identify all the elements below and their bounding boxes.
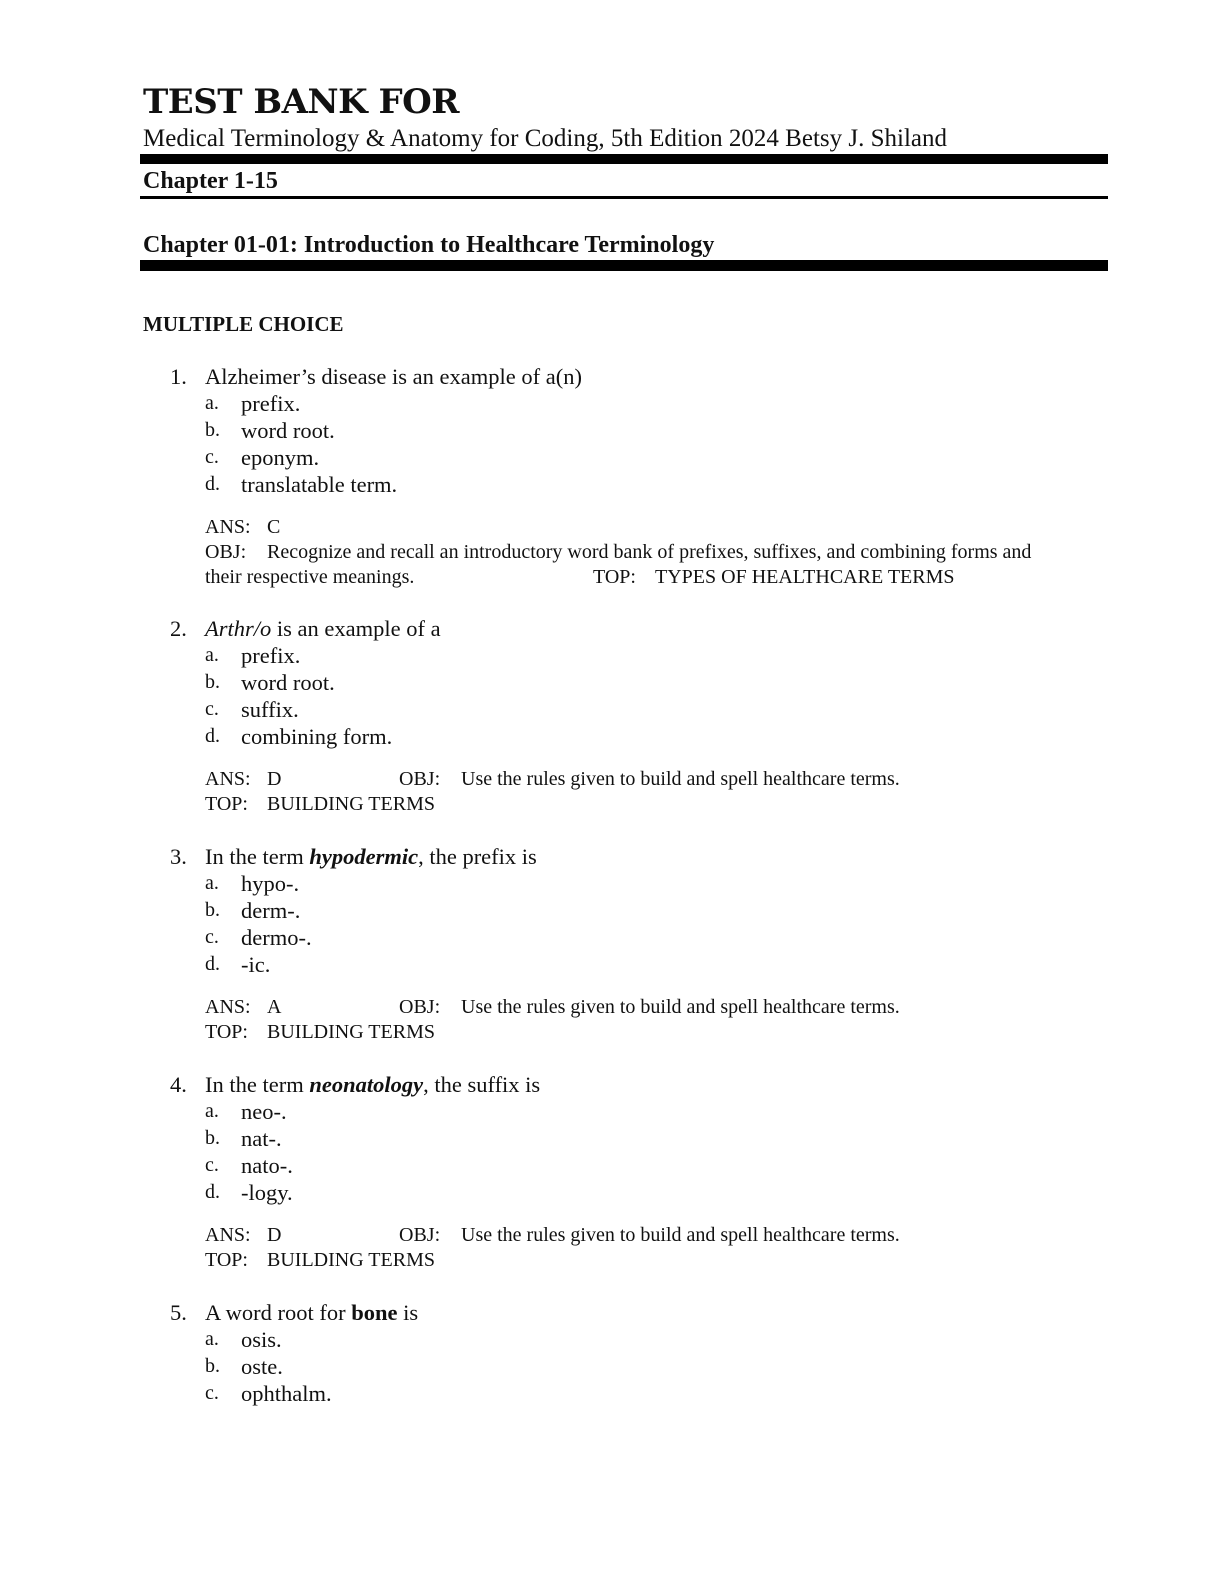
answer-value: C <box>267 516 281 538</box>
question-1 <box>170 363 1120 498</box>
option-text: translatable term. <box>241 472 398 497</box>
option-text: hypo-. <box>241 871 300 896</box>
option-letter: a. <box>205 1100 219 1122</box>
answer-line <box>205 515 1125 540</box>
stem-text: In the term <box>205 1072 310 1097</box>
document-subtitle: Medical Terminology & Anatomy for Coding, 5th Edition 2024 Betsy J. Shiland <box>143 125 947 152</box>
question-stem <box>170 843 1120 870</box>
option-letter: c. <box>205 446 219 468</box>
option-letter: b. <box>205 1355 220 1377</box>
option-letter: d. <box>205 473 220 495</box>
question-4-meta <box>205 1223 1125 1273</box>
chapter-range: Chapter 1-15 <box>143 168 278 194</box>
option-c <box>170 444 1120 471</box>
option-letter: b. <box>205 419 220 441</box>
obj-label: OBJ: <box>205 541 247 563</box>
question-2 <box>170 615 1120 750</box>
option-letter: d. <box>205 725 220 747</box>
answer-value: D <box>267 768 282 790</box>
header-rule-thick <box>140 154 1108 164</box>
option-text: nat-. <box>241 1126 282 1151</box>
option-d <box>170 1179 1120 1206</box>
option-a <box>170 1326 1120 1353</box>
topic-value: BUILDING TERMS <box>267 1249 435 1271</box>
option-letter: a. <box>205 644 219 666</box>
stem-text: Alzheimer’s disease is an example of a(n) <box>205 364 582 389</box>
topic-value: TYPES OF HEALTHCARE TERMS <box>655 566 955 588</box>
top-label: TOP: <box>205 793 248 815</box>
option-b <box>170 669 1120 696</box>
top-label: TOP: <box>593 566 636 588</box>
answer-value: D <box>267 1224 282 1246</box>
option-letter: b. <box>205 1127 220 1149</box>
objective-text: Recognize and recall an introductory word bank of prefixes, suffixes, and combining forms and <box>267 541 1032 563</box>
obj-label: OBJ: <box>399 996 441 1018</box>
option-a <box>170 870 1120 897</box>
topic-line <box>205 1248 1125 1273</box>
stem-term: bone <box>351 1300 398 1325</box>
option-d <box>170 951 1120 978</box>
option-letter: b. <box>205 899 220 921</box>
question-3 <box>170 843 1120 978</box>
question-stem <box>170 1299 1120 1326</box>
ans-label: ANS: <box>205 516 251 538</box>
stem-term: hypodermic <box>309 844 419 869</box>
option-text: combining form. <box>241 724 393 749</box>
option-letter: a. <box>205 392 219 414</box>
option-text: -logy. <box>241 1180 293 1205</box>
topic-line <box>205 1020 1125 1045</box>
option-letter: c. <box>205 698 219 720</box>
stem-text-end: , the suffix is <box>423 1072 541 1097</box>
option-text: oste. <box>241 1354 283 1379</box>
stem-text-end: is <box>397 1300 419 1325</box>
question-5 <box>170 1299 1120 1407</box>
question-number: 3. <box>170 844 187 869</box>
option-letter: d. <box>205 953 220 975</box>
question-number: 2. <box>170 616 187 641</box>
option-text: suffix. <box>241 697 299 722</box>
question-stem <box>170 615 1120 642</box>
header-rule-thin <box>140 196 1108 199</box>
objective-text-continued: their respective meanings. <box>205 566 415 588</box>
option-letter: a. <box>205 872 219 894</box>
question-number: 1. <box>170 364 187 389</box>
stem-text-end: , the prefix is <box>418 844 537 869</box>
obj-label: OBJ: <box>399 768 441 790</box>
option-text: prefix. <box>241 643 301 668</box>
question-1-meta <box>205 515 1125 590</box>
topic-line <box>205 792 1125 817</box>
objective-topic-line <box>205 565 1125 590</box>
option-text: dermo-. <box>241 925 312 950</box>
ans-label: ANS: <box>205 768 251 790</box>
option-text: nato-. <box>241 1153 293 1178</box>
objective-text: Use the rules given to build and spell healthcare terms. <box>461 996 900 1018</box>
option-a <box>170 1098 1120 1125</box>
section-heading: MULTIPLE CHOICE <box>143 312 344 336</box>
question-4 <box>170 1071 1120 1206</box>
answer-objective-line <box>205 767 1125 792</box>
option-b <box>170 1353 1120 1380</box>
option-b <box>170 897 1120 924</box>
top-label: TOP: <box>205 1021 248 1043</box>
answer-value: A <box>267 996 282 1018</box>
option-letter: c. <box>205 1382 219 1404</box>
option-text: osis. <box>241 1327 282 1352</box>
option-letter: b. <box>205 671 220 693</box>
option-text: eponym. <box>241 445 320 470</box>
option-text: prefix. <box>241 391 301 416</box>
question-3-meta <box>205 995 1125 1045</box>
option-c <box>170 1380 1120 1407</box>
stem-text: In the term <box>205 844 310 869</box>
option-letter: d. <box>205 1181 220 1203</box>
topic-value: BUILDING TERMS <box>267 1021 435 1043</box>
option-text: word root. <box>241 418 335 443</box>
option-text: ophthalm. <box>241 1381 332 1406</box>
topic-value: BUILDING TERMS <box>267 793 435 815</box>
option-a <box>170 390 1120 417</box>
option-text: neo-. <box>241 1099 287 1124</box>
ans-label: ANS: <box>205 1224 251 1246</box>
ans-label: ANS: <box>205 996 251 1018</box>
document-title: TEST BANK FOR <box>143 82 460 122</box>
question-2-meta <box>205 767 1125 817</box>
answer-objective-line <box>205 995 1125 1020</box>
option-b <box>170 417 1120 444</box>
stem-text: A word root for <box>205 1300 352 1325</box>
option-a <box>170 642 1120 669</box>
option-letter: c. <box>205 926 219 948</box>
question-stem <box>170 363 1120 390</box>
option-text: -ic. <box>241 952 271 977</box>
objective-text: Use the rules given to build and spell healthcare terms. <box>461 1224 900 1246</box>
option-d <box>170 723 1120 750</box>
question-number: 4. <box>170 1072 187 1097</box>
stem-term: neonatology <box>309 1072 424 1097</box>
stem-text: is an example of a <box>271 616 441 641</box>
option-letter: c. <box>205 1154 219 1176</box>
chapter-heading: Chapter 01-01: Introduction to Healthcare Terminology <box>143 232 715 258</box>
objective-text: Use the rules given to build and spell healthcare terms. <box>461 768 900 790</box>
option-c <box>170 1152 1120 1179</box>
option-text: derm-. <box>241 898 301 923</box>
option-text: word root. <box>241 670 335 695</box>
answer-objective-line <box>205 1223 1125 1248</box>
option-c <box>170 924 1120 951</box>
option-b <box>170 1125 1120 1152</box>
option-letter: a. <box>205 1328 219 1350</box>
top-label: TOP: <box>205 1249 248 1271</box>
stem-term: Arthr/o <box>205 616 272 641</box>
chapter-rule <box>140 260 1108 271</box>
question-number: 5. <box>170 1300 187 1325</box>
obj-label: OBJ: <box>399 1224 441 1246</box>
option-c <box>170 696 1120 723</box>
question-stem <box>170 1071 1120 1098</box>
objective-line <box>205 540 1125 565</box>
option-d <box>170 471 1120 498</box>
